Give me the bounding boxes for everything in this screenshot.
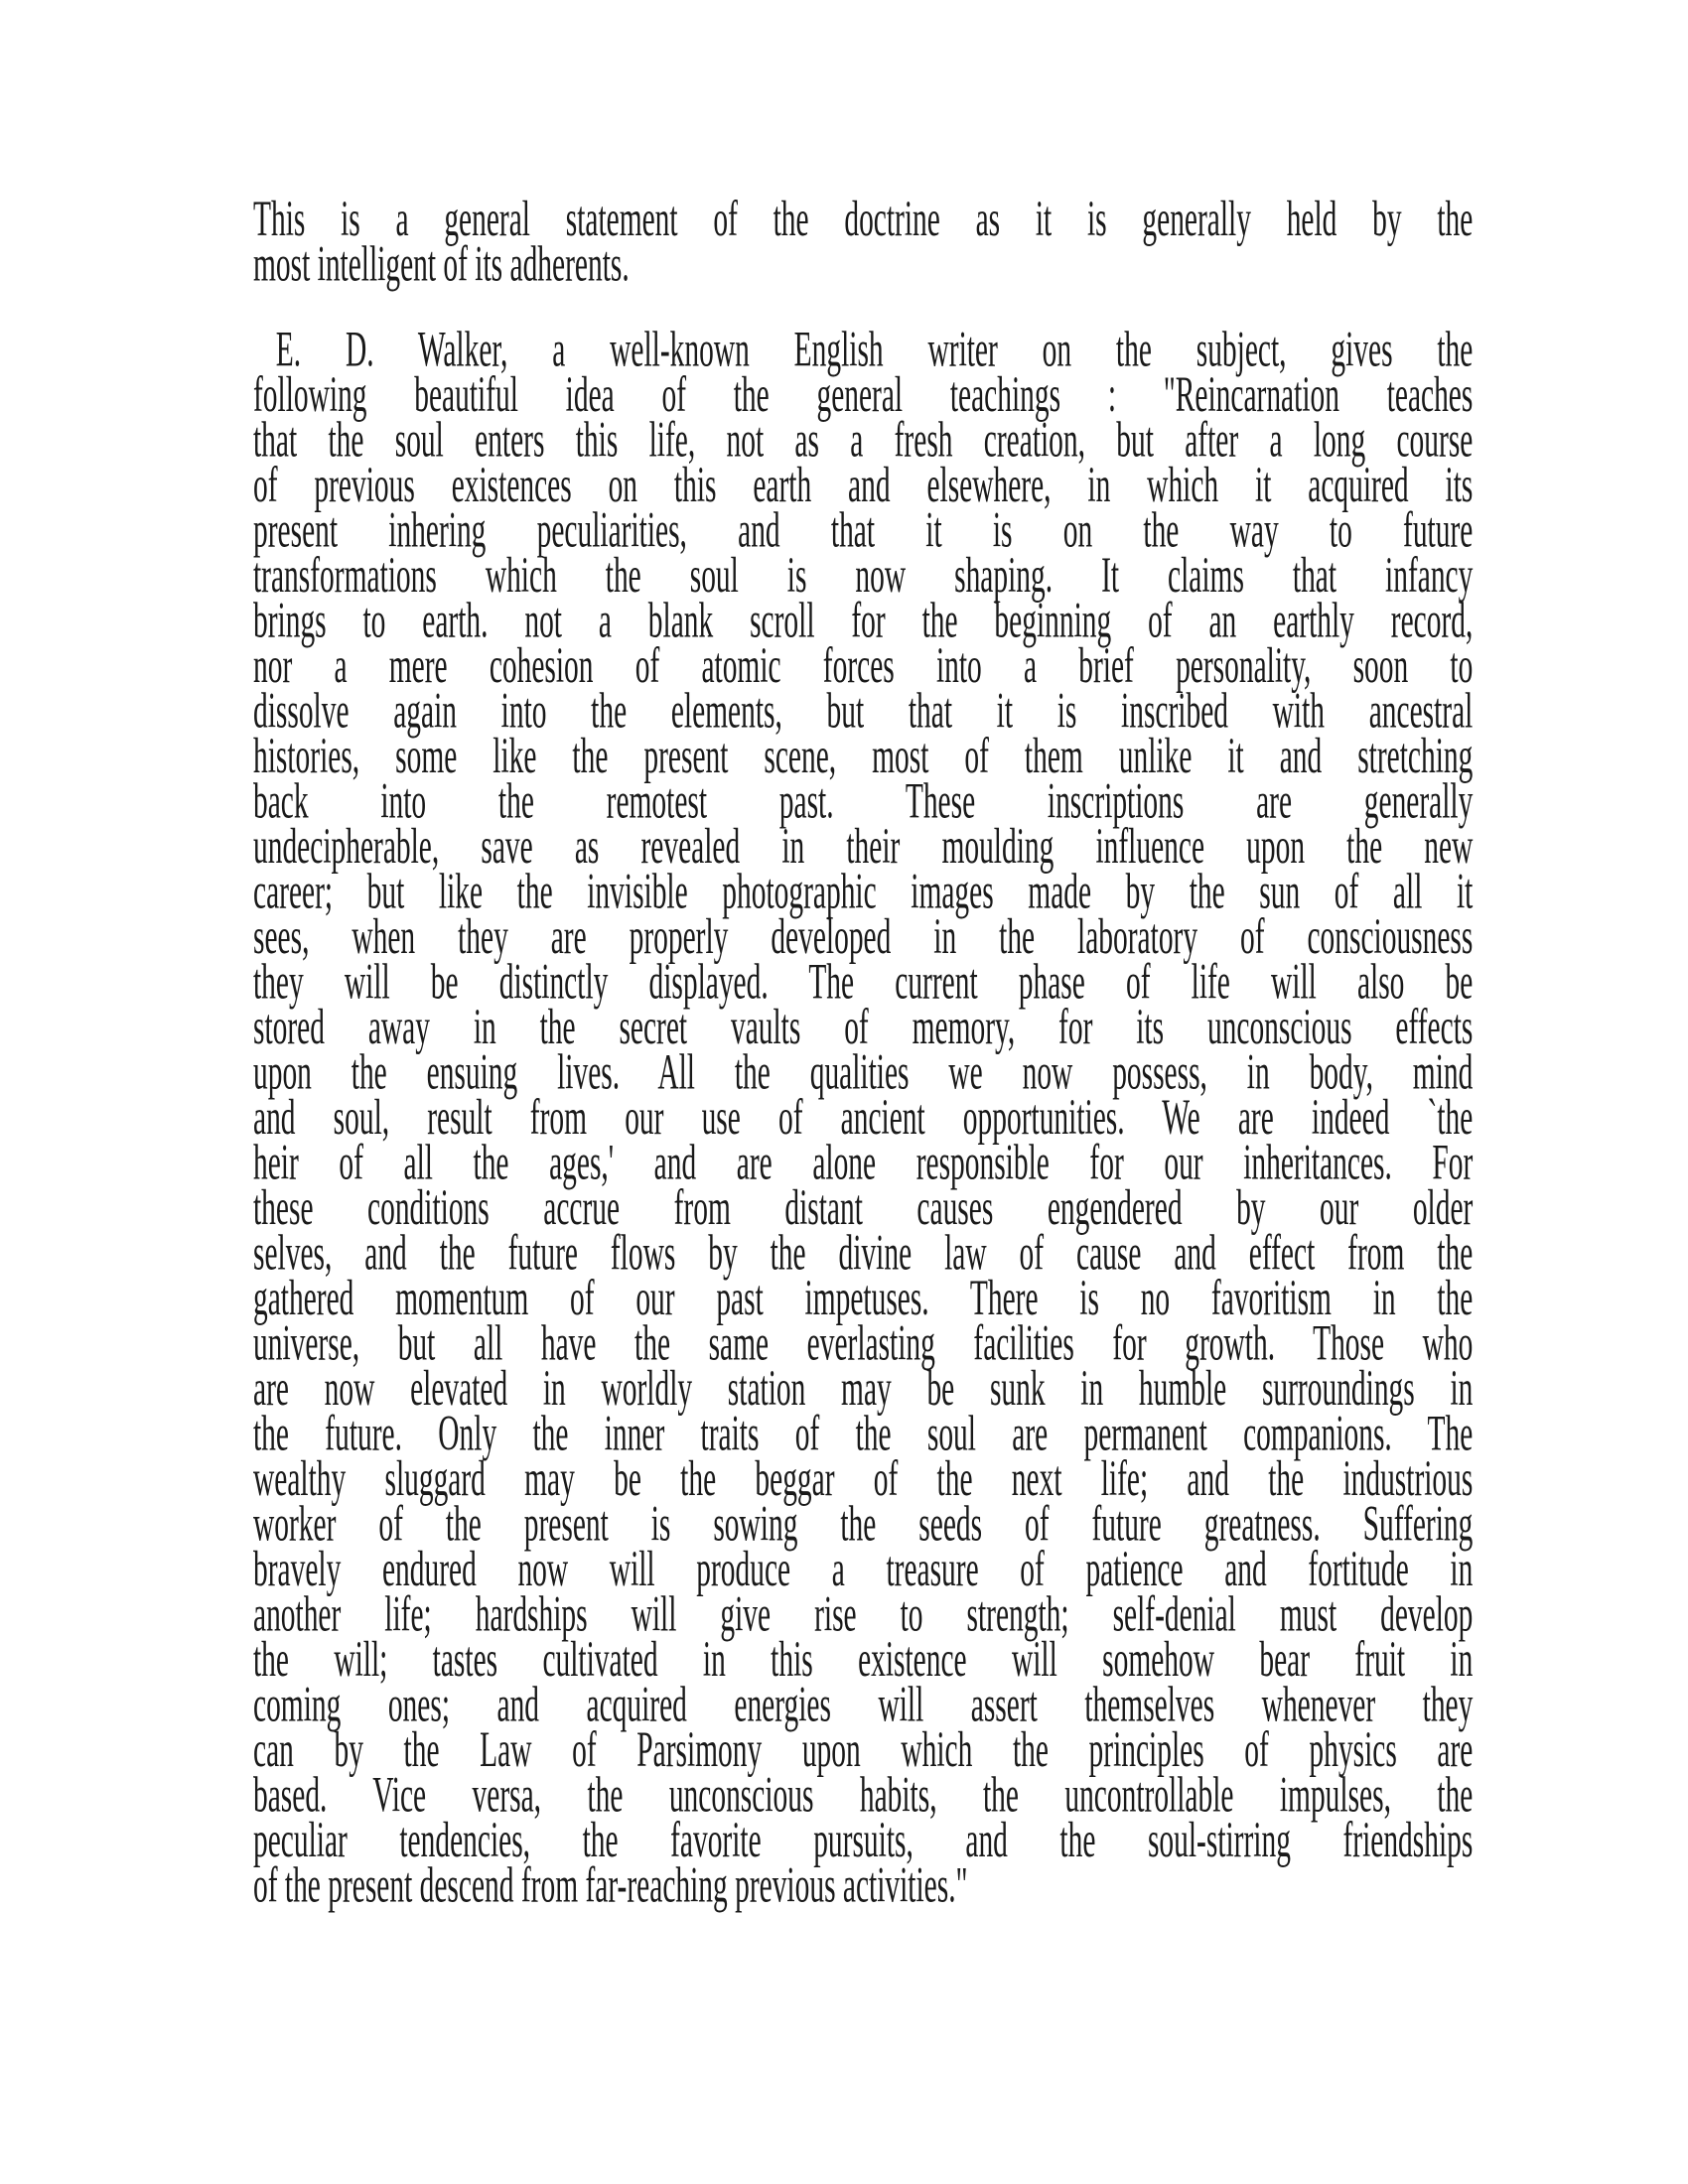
text-line: of the present descend from far-reaching previous activities." <box>253 1856 968 1913</box>
text-line: another life; hardships will give rise to strength; self-denial must develop <box>253 1585 1474 1642</box>
text-line: career; but like the invisible photographic images made by the sun of all it <box>253 863 1474 919</box>
text-line: the will; tastes cultivated in this existence will somehow bear fruit in <box>253 1630 1474 1688</box>
text-line: gathered momentum of our past impetuses. There is no favoritism in the <box>253 1269 1474 1326</box>
text-line: heir of all the ages,' and are alone responsible for our inheritances. For <box>253 1134 1474 1190</box>
text-line: following beautiful idea of the general teachings : "Reincarnation teaches <box>253 365 1474 423</box>
text-line: coming ones; and acquired energies will assert themselves whenever they <box>253 1676 1474 1732</box>
text-line: and soul, result from our use of ancient opportunities. We are indeed `the <box>253 1088 1474 1146</box>
paragraph <box>253 190 1474 292</box>
text-line: transformations which the soul is now shaping. It claims that infancy <box>253 546 1474 604</box>
text-line: E. D. Walker, a well-known English writer on the subject, gives the <box>275 321 1474 377</box>
text-line: based. Vice versa, the unconscious habits, the uncontrollable impulses, the <box>253 1766 1474 1823</box>
text-line: the future. Only the inner traits of the soul are permanent companions. The <box>253 1405 1474 1461</box>
text-line: brings to earth. not a blank scroll for the beginning of an earthly record, <box>253 592 1474 648</box>
text-line: most intelligent of its adherents. <box>253 235 630 292</box>
text-line: selves, and the future flows by the divine law of cause and effect from the <box>253 1224 1474 1281</box>
text-line: histories, some like the present scene, most of them unlike it and stretching <box>253 727 1474 784</box>
text-line: back into the remotest past. These inscriptions are generally <box>253 772 1474 829</box>
text-line: they will be distinctly displayed. The current phase of life will also be <box>253 953 1474 1010</box>
text-line: stored away in the secret vaults of memory, for its unconscious effects <box>253 998 1474 1055</box>
text-line: universe, but all have the same everlasting facilities for growth. Those who <box>253 1314 1474 1371</box>
text-line: that the soul enters this life, not as a fresh creation, but after a long course <box>253 411 1474 468</box>
text-line: of previous existences on this earth and elsewhere, in which it acquired its <box>253 456 1474 513</box>
text-line: upon the ensuing lives. All the qualities we now possess, in body, mind <box>253 1043 1474 1100</box>
text-line: are now elevated in worldly station may be sunk in humble surroundings in <box>253 1359 1474 1417</box>
text-line: dissolve again into the elements, but that it is inscribed with ancestral <box>253 682 1474 739</box>
text-line: peculiar tendencies, the favorite pursuits, and the soul-stirring friendships <box>253 1811 1474 1868</box>
text-line: sees, when they are properly developed in the laboratory of consciousness <box>253 907 1474 965</box>
text-line: present inhering peculiarities, and that it is on the way to future <box>253 501 1474 558</box>
text-line: nor a mere cohesion of atomic forces into a brief personality, soon to <box>253 636 1474 694</box>
text-line: wealthy sluggard may be the beggar of the next life; and the industrious <box>253 1449 1474 1507</box>
text-line: bravely endured now will produce a treasure of patience and fortitude in <box>253 1540 1474 1597</box>
text-line: undecipherable, save as revealed in their moulding influence upon the new <box>253 817 1474 875</box>
text-line: worker of the present is sowing the seeds of future greatness. Suffering <box>253 1495 1474 1552</box>
text-line: This is a general statement of the doctrine as it is generally held by the <box>253 190 1474 247</box>
text-line: these conditions accrue from distant causes engendered by our older <box>253 1178 1474 1236</box>
text-block <box>253 190 1474 1913</box>
paragraph <box>253 321 1474 1913</box>
text-line: can by the Law of Parsimony upon which the principles of physics are <box>253 1720 1474 1778</box>
